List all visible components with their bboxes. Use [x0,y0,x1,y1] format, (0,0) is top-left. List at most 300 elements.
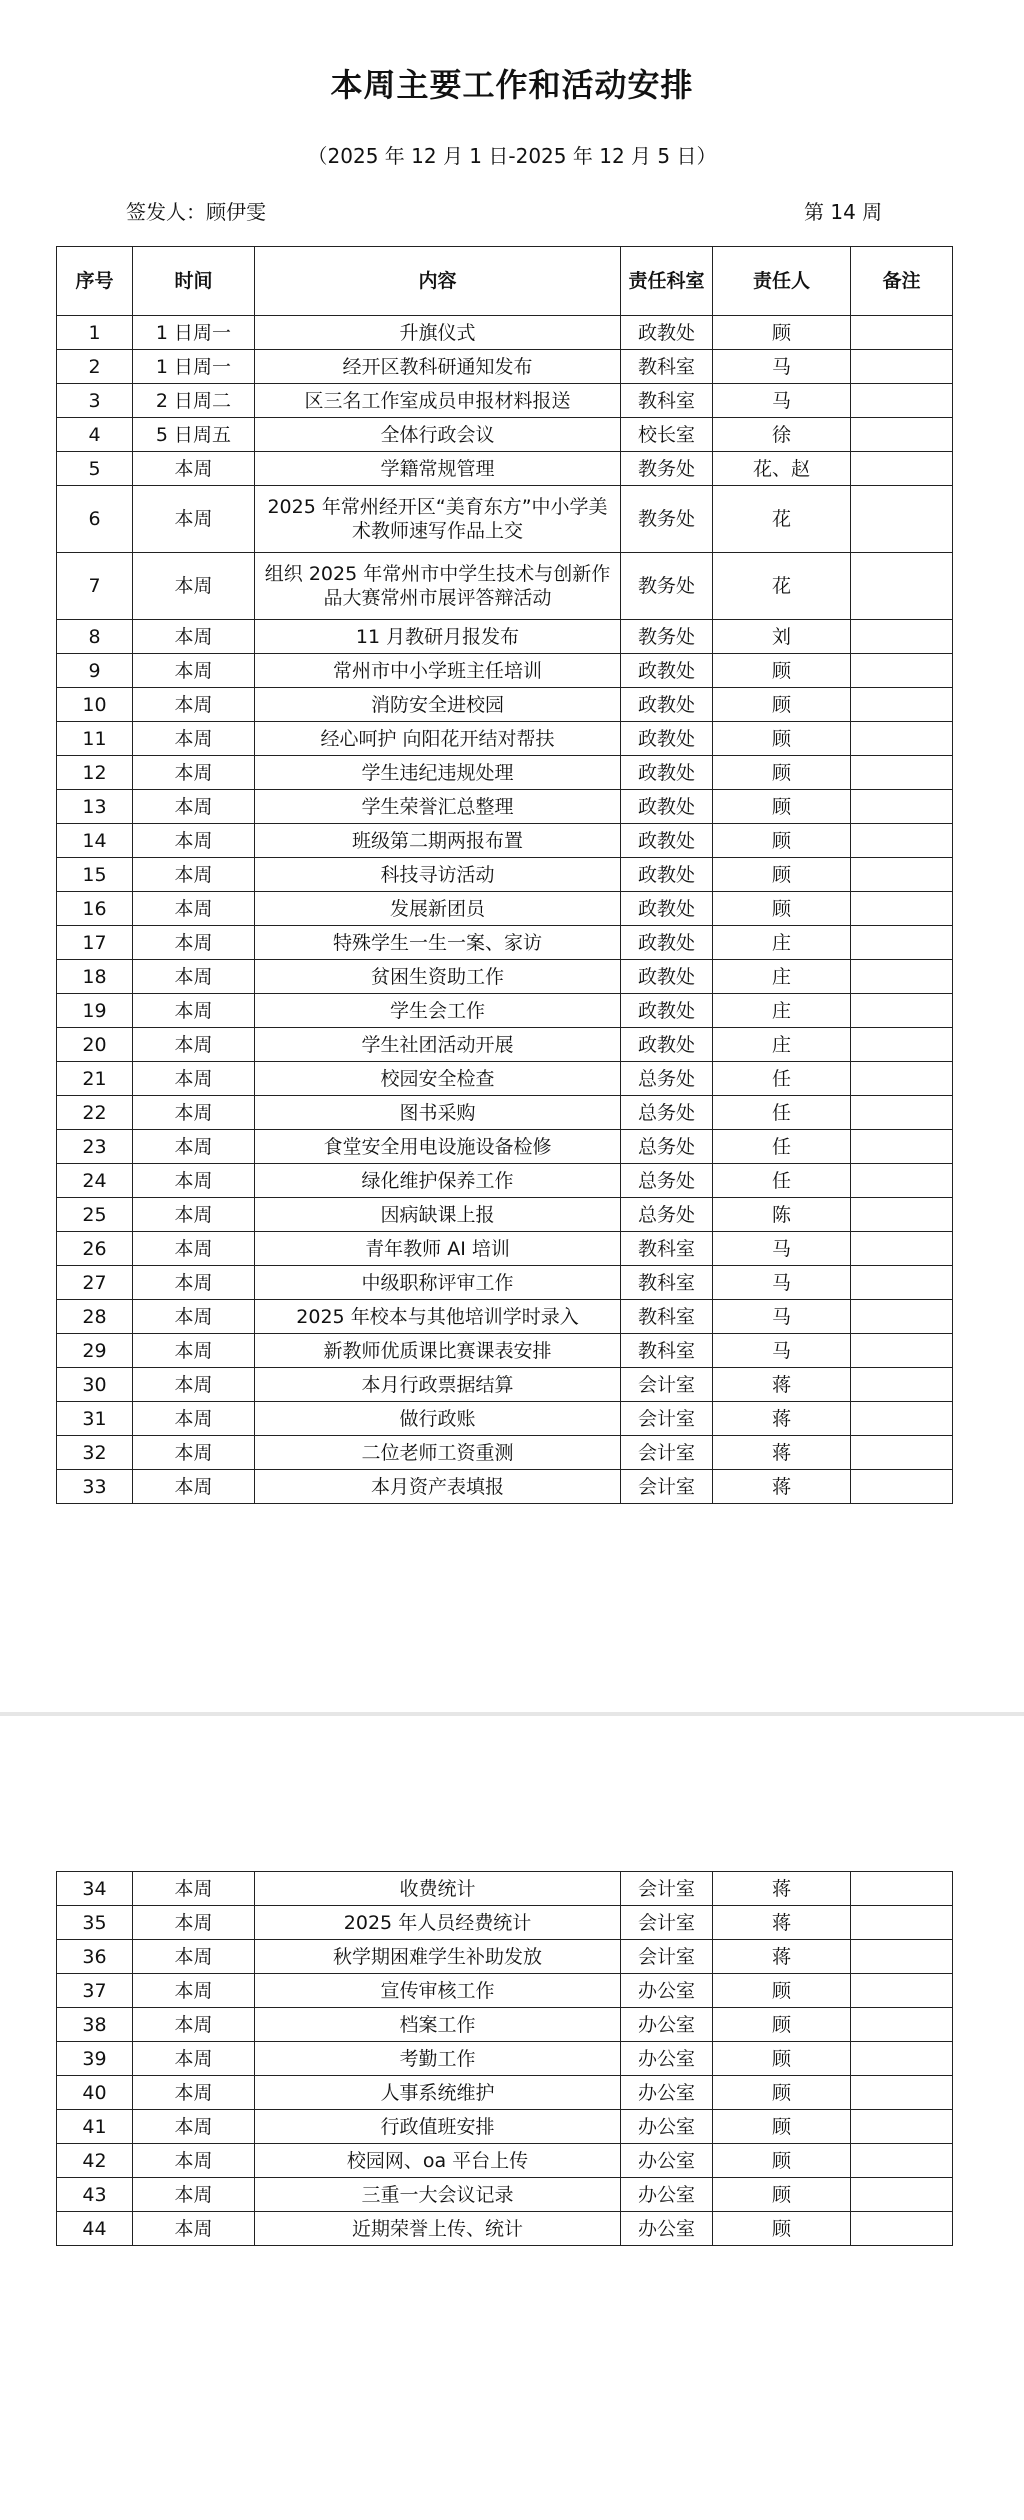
row-person: 花 [713,486,851,553]
row-time: 本周 [133,1872,255,1906]
row-department: 政教处 [621,858,713,892]
row-content: 学生社团活动开展 [255,1028,621,1062]
row-remark [851,654,953,688]
row-person: 任 [713,1096,851,1130]
row-number: 6 [57,486,133,553]
row-number: 42 [57,2144,133,2178]
row-remark [851,2212,953,2246]
row-remark [851,1974,953,2008]
table-row [57,790,953,824]
row-department: 办公室 [621,2008,713,2042]
row-remark [851,1198,953,1232]
row-content: 校园网、oa 平台上传 [255,2144,621,2178]
row-person: 蒋 [713,1470,851,1504]
row-department: 教科室 [621,350,713,384]
row-content: 科技寻访活动 [255,858,621,892]
table-row [57,994,953,1028]
row-person: 顾 [713,790,851,824]
table-row [57,1906,953,1940]
row-number: 8 [57,620,133,654]
row-person: 任 [713,1130,851,1164]
row-content: 新教师优质课比赛课表安排 [255,1334,621,1368]
row-remark [851,418,953,452]
row-number: 31 [57,1402,133,1436]
row-remark [851,316,953,350]
row-content: 消防安全进校园 [255,688,621,722]
row-person: 顾 [713,2076,851,2110]
row-content: 秋学期困难学生补助发放 [255,1940,621,1974]
row-person: 马 [713,1232,851,1266]
row-person: 蒋 [713,1940,851,1974]
row-content: 经开区教科研通知发布 [255,350,621,384]
table-row [57,1198,953,1232]
row-content: 区三名工作室成员申报材料报送 [255,384,621,418]
row-remark [851,1402,953,1436]
header-cell: 责任人 [713,247,851,316]
schedule-table-continued [56,1871,953,2246]
row-remark [851,2144,953,2178]
row-department: 总务处 [621,1164,713,1198]
row-remark [851,1232,953,1266]
header-cell: 内容 [255,247,621,316]
row-number: 18 [57,960,133,994]
row-remark [851,688,953,722]
row-time: 本周 [133,1436,255,1470]
table-row [57,1232,953,1266]
row-department: 教科室 [621,1334,713,1368]
table-row [57,1300,953,1334]
row-department: 政教处 [621,654,713,688]
row-department: 办公室 [621,1974,713,2008]
row-time: 本周 [133,1266,255,1300]
row-content: 组织 2025 年常州市中学生技术与创新作品大赛常州市展评答辩活动 [255,553,621,620]
row-content: 收费统计 [255,1872,621,1906]
row-time: 本周 [133,926,255,960]
table-row [57,316,953,350]
row-content: 常州市中小学班主任培训 [255,654,621,688]
issuer-label: 签发人： [126,200,206,224]
row-time: 本周 [133,722,255,756]
row-person: 庄 [713,994,851,1028]
row-time: 本周 [133,1028,255,1062]
row-department: 政教处 [621,960,713,994]
table-row [57,1096,953,1130]
row-department: 会计室 [621,1940,713,1974]
row-time: 本周 [133,892,255,926]
table-row [57,892,953,926]
header-cell: 责任科室 [621,247,713,316]
table-row [57,1062,953,1096]
row-department: 会计室 [621,1872,713,1906]
row-person: 顾 [713,824,851,858]
row-person: 庄 [713,960,851,994]
row-remark [851,892,953,926]
row-department: 教科室 [621,384,713,418]
row-time: 本周 [133,2008,255,2042]
row-remark [851,1130,953,1164]
issuer [126,196,266,225]
row-number: 29 [57,1334,133,1368]
row-person: 顾 [713,316,851,350]
row-remark [851,1872,953,1906]
table-row [57,2008,953,2042]
row-time: 本周 [133,1164,255,1198]
row-department: 政教处 [621,688,713,722]
row-time: 本周 [133,1940,255,1974]
row-number: 26 [57,1232,133,1266]
row-remark [851,350,953,384]
row-remark [851,1334,953,1368]
row-time: 2 日周二 [133,384,255,418]
row-time: 本周 [133,756,255,790]
row-time: 本周 [133,452,255,486]
row-number: 34 [57,1872,133,1906]
row-remark [851,824,953,858]
row-content: 校园安全检查 [255,1062,621,1096]
table-row [57,350,953,384]
row-remark [851,1368,953,1402]
table-row [57,1266,953,1300]
row-content: 本月资产表填报 [255,1470,621,1504]
row-person: 马 [713,1300,851,1334]
row-remark [851,2110,953,2144]
row-number: 17 [57,926,133,960]
date-range: （2025 年 12 月 1 日-2025 年 12 月 5 日） [307,144,717,168]
row-person: 顾 [713,654,851,688]
table-row [57,1974,953,2008]
row-time: 本周 [133,960,255,994]
table-row [57,2144,953,2178]
row-remark [851,994,953,1028]
table-row [57,1130,953,1164]
row-person: 马 [713,1334,851,1368]
row-time: 本周 [133,1334,255,1368]
row-remark [851,553,953,620]
row-number: 32 [57,1436,133,1470]
table-row [57,1368,953,1402]
row-content: 图书采购 [255,1096,621,1130]
row-number: 30 [57,1368,133,1402]
row-department: 教科室 [621,1232,713,1266]
row-person: 蒋 [713,1402,851,1436]
document-title: 本周主要工作和活动安排 [330,66,694,104]
row-person: 陈 [713,1198,851,1232]
row-number: 14 [57,824,133,858]
row-department: 政教处 [621,824,713,858]
header-cell: 备注 [851,247,953,316]
row-department: 校长室 [621,418,713,452]
table-row [57,418,953,452]
row-content: 宣传审核工作 [255,1974,621,2008]
row-content: 做行政账 [255,1402,621,1436]
row-department: 总务处 [621,1198,713,1232]
row-department: 政教处 [621,926,713,960]
table-row [57,1436,953,1470]
row-remark [851,1300,953,1334]
row-department: 政教处 [621,1028,713,1062]
row-person: 刘 [713,620,851,654]
row-remark [851,1470,953,1504]
row-department: 政教处 [621,994,713,1028]
row-time: 5 日周五 [133,418,255,452]
row-time: 本周 [133,2178,255,2212]
table-row [57,1470,953,1504]
row-time: 本周 [133,1470,255,1504]
row-number: 36 [57,1940,133,1974]
table-row [57,553,953,620]
row-content: 行政值班安排 [255,2110,621,2144]
row-content: 绿化维护保养工作 [255,1164,621,1198]
row-content: 人事系统维护 [255,2076,621,2110]
table-row [57,1872,953,1906]
table-row [57,452,953,486]
row-time: 本周 [133,620,255,654]
row-remark [851,960,953,994]
row-remark [851,2178,953,2212]
row-department: 政教处 [621,756,713,790]
row-remark [851,1028,953,1062]
row-department: 政教处 [621,316,713,350]
row-person: 顾 [713,756,851,790]
row-time: 本周 [133,1300,255,1334]
row-department: 政教处 [621,892,713,926]
row-time: 本周 [133,2212,255,2246]
row-person: 顾 [713,2110,851,2144]
row-remark [851,790,953,824]
header-cell: 时间 [133,247,255,316]
row-department: 会计室 [621,1470,713,1504]
row-number: 41 [57,2110,133,2144]
row-content: 班级第二期两报布置 [255,824,621,858]
table-row [57,1334,953,1368]
table-row [57,2110,953,2144]
row-person: 马 [713,1266,851,1300]
row-time: 本周 [133,790,255,824]
row-content: 贫困生资助工作 [255,960,621,994]
row-number: 21 [57,1062,133,1096]
row-remark [851,1940,953,1974]
table-row [57,2042,953,2076]
row-content: 2025 年校本与其他培训学时录入 [255,1300,621,1334]
row-department: 教务处 [621,452,713,486]
schedule-table-body [57,316,953,1504]
row-time: 本周 [133,1906,255,1940]
row-remark [851,384,953,418]
row-person: 庄 [713,1028,851,1062]
row-number: 35 [57,1906,133,1940]
row-number: 38 [57,2008,133,2042]
schedule-table [56,246,953,1504]
row-time: 1 日周一 [133,316,255,350]
row-person: 马 [713,384,851,418]
row-time: 本周 [133,1368,255,1402]
row-content: 11 月教研月报发布 [255,620,621,654]
row-person: 蒋 [713,1906,851,1940]
row-remark [851,1164,953,1198]
row-department: 办公室 [621,2076,713,2110]
row-number: 5 [57,452,133,486]
row-number: 3 [57,384,133,418]
row-department: 总务处 [621,1130,713,1164]
row-number: 39 [57,2042,133,2076]
row-time: 本周 [133,1198,255,1232]
row-department: 总务处 [621,1062,713,1096]
table-row [57,2076,953,2110]
row-number: 16 [57,892,133,926]
table-row [57,2212,953,2246]
row-number: 28 [57,1300,133,1334]
row-time: 本周 [133,1402,255,1436]
row-remark [851,858,953,892]
table-row [57,1940,953,1974]
table-header-row [57,247,953,316]
row-time: 本周 [133,858,255,892]
row-time: 本周 [133,824,255,858]
row-department: 办公室 [621,2212,713,2246]
issuer-name: 顾伊雯 [206,200,266,224]
row-content: 中级职称评审工作 [255,1266,621,1300]
row-remark [851,1266,953,1300]
row-person: 蒋 [713,1368,851,1402]
row-time: 本周 [133,553,255,620]
row-content: 学籍常规管理 [255,452,621,486]
row-department: 政教处 [621,790,713,824]
header-cell: 序号 [57,247,133,316]
row-number: 44 [57,2212,133,2246]
table-row [57,1402,953,1436]
row-number: 20 [57,1028,133,1062]
row-remark [851,1062,953,1096]
row-department: 办公室 [621,2144,713,2178]
row-remark [851,2076,953,2110]
row-time: 本周 [133,1130,255,1164]
row-time: 本周 [133,654,255,688]
row-number: 13 [57,790,133,824]
row-department: 办公室 [621,2110,713,2144]
table-row [57,926,953,960]
row-content: 2025 年人员经费统计 [255,1906,621,1940]
week-number: 第 14 周 [804,200,883,224]
row-content: 学生荣誉汇总整理 [255,790,621,824]
row-remark [851,2042,953,2076]
row-department: 教科室 [621,1266,713,1300]
row-department: 会计室 [621,1368,713,1402]
row-department: 教务处 [621,620,713,654]
row-number: 25 [57,1198,133,1232]
table-row [57,960,953,994]
table-row [57,858,953,892]
row-person: 蒋 [713,1436,851,1470]
row-content: 因病缺课上报 [255,1198,621,1232]
row-number: 19 [57,994,133,1028]
row-content: 三重一大会议记录 [255,2178,621,2212]
row-content: 2025 年常州经开区“美育东方”中小学美术教师速写作品上交 [255,486,621,553]
row-time: 本周 [133,2110,255,2144]
row-person: 顾 [713,892,851,926]
table-row [57,688,953,722]
row-content: 本月行政票据结算 [255,1368,621,1402]
row-number: 23 [57,1130,133,1164]
row-time: 本周 [133,1232,255,1266]
row-person: 庄 [713,926,851,960]
row-content: 升旗仪式 [255,316,621,350]
row-remark [851,722,953,756]
row-content: 二位老师工资重测 [255,1436,621,1470]
row-content: 特殊学生一生一案、家访 [255,926,621,960]
row-number: 11 [57,722,133,756]
row-time: 本周 [133,1062,255,1096]
table-row [57,384,953,418]
row-content: 档案工作 [255,2008,621,2042]
row-person: 马 [713,350,851,384]
row-content: 学生违纪违规处理 [255,756,621,790]
row-remark [851,756,953,790]
row-person: 顾 [713,2008,851,2042]
row-content: 近期荣誉上传、统计 [255,2212,621,2246]
table-row [57,824,953,858]
table-row [57,1164,953,1198]
row-time: 本周 [133,688,255,722]
row-person: 顾 [713,1974,851,2008]
row-content: 考勤工作 [255,2042,621,2076]
row-content: 发展新团员 [255,892,621,926]
row-department: 会计室 [621,1906,713,1940]
row-department: 会计室 [621,1402,713,1436]
row-number: 7 [57,553,133,620]
row-person: 顾 [713,858,851,892]
row-remark [851,1436,953,1470]
row-person: 顾 [713,2042,851,2076]
row-content: 青年教师 AI 培训 [255,1232,621,1266]
row-person: 花 [713,553,851,620]
row-department: 会计室 [621,1436,713,1470]
row-time: 本周 [133,2076,255,2110]
row-department: 办公室 [621,2042,713,2076]
row-content: 全体行政会议 [255,418,621,452]
row-number: 1 [57,316,133,350]
table-row [57,1028,953,1062]
row-department: 政教处 [621,722,713,756]
row-department: 办公室 [621,2178,713,2212]
row-department: 总务处 [621,1096,713,1130]
table-row [57,486,953,553]
table-row [57,654,953,688]
table-row [57,620,953,654]
row-remark [851,452,953,486]
row-number: 4 [57,418,133,452]
row-number: 12 [57,756,133,790]
row-number: 22 [57,1096,133,1130]
schedule-table-body [57,1872,953,2246]
row-remark [851,1906,953,1940]
row-time: 本周 [133,1974,255,2008]
row-number: 10 [57,688,133,722]
row-time: 本周 [133,994,255,1028]
row-remark [851,2008,953,2042]
row-person: 任 [713,1062,851,1096]
row-number: 37 [57,1974,133,2008]
row-time: 本周 [133,1096,255,1130]
row-person: 顾 [713,2178,851,2212]
row-department: 教科室 [621,1300,713,1334]
row-person: 蒋 [713,1872,851,1906]
row-number: 43 [57,2178,133,2212]
row-person: 顾 [713,722,851,756]
row-time: 1 日周一 [133,350,255,384]
row-person: 徐 [713,418,851,452]
row-remark [851,486,953,553]
row-number: 15 [57,858,133,892]
